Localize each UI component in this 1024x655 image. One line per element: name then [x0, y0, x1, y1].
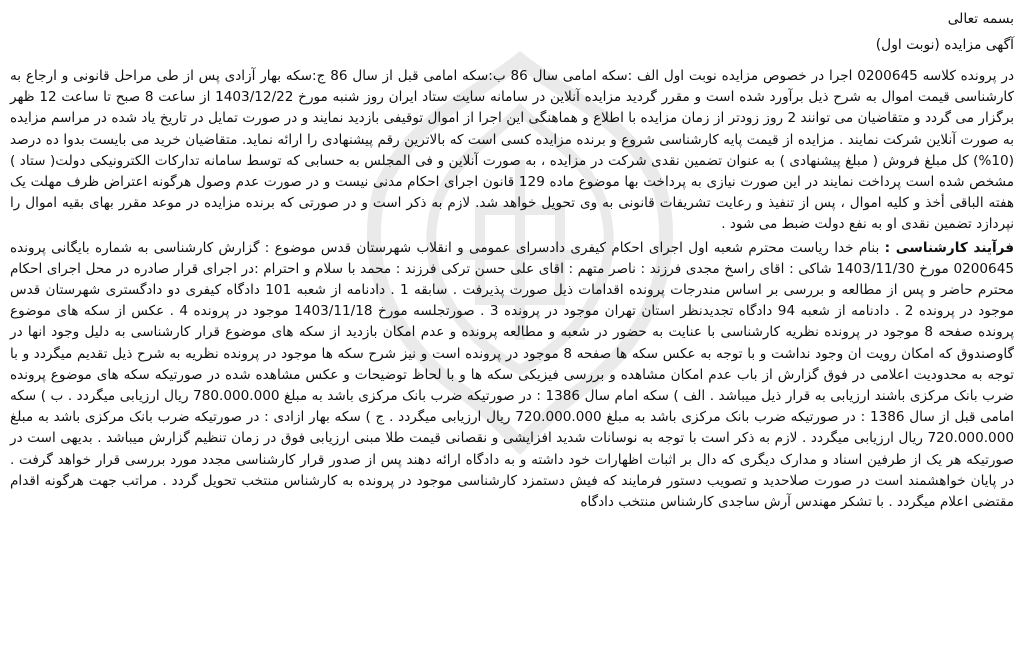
notice-title: آگهی مزایده (نوبت اول) — [875, 37, 1014, 53]
expert-report-text: بنام خدا ریاست محترم شعبه اول اجرای احکام کیفری دادسرای عمومی و انقلاب شهرستان قدس موضوع : گزارش کارشناسی به شماره بایگانی پرونده 0200645 مورخ 1403/11/30 شاکی : اقای راسخ مجدی فرزند : ناصر متهم : اقای علی حسن ترکی فرزند : محمد با سلام و احترام :در اجرای قرار صادره در محل اجرای احکام محترم حاضر و پس از مطالعه و بررسی بر اساس مندرجات پرونده اقدامات ذیل صورت پذیرفت . سابقه 1 . دادنامه از شعبه 101 دادگاه کیفری دو دادگستری شهرستان قدس موجود در پرونده 2 . دادنامه از شعبه 94 دادگاه تجدیدنظر استان تهران موجود در پرونده 3 . صورتجلسه مورخ 1403/11/18 موجود در پرونده 4 . عکس از سکه های موضوع پرونده صفحه 8 موجود در پرونده نظریه کارشناسی با عنایت به حضور در شعبه و مطالعه پرونده و عدم امکان بازدید از سکه های موضوع قرار کارشناسی به دلیل وجود انها در گاوصندوق که امکان رویت ان وجود نداشت و با توجه به عکس سکه ها صفحه 8 موجود در پرونده است و نیز شرح سکه ها موجود در پرونده نظریه به شرح ذیل تقدیم میگردد و با توجه به محدودیت اعلامی در فوق گزارش از باب عدم امکان مشاهده و بررسی فیزیکی سکه ها و با لحاظ توضیحات و عکس مشاهده شده در صورتیکه سکه های موضوع پرونده ضرب بانک مرکزی باشند ارزیابی به قرار ذیل میباشد . الف ) سکه امام سال 1386 : در صورتیکه ضرب بانک مرکزی باشد به مبلغ 780.000.000 ریال ارزیابی میگردد . ب ) سکه امامی قبل از سال 1386 : در صورتیکه ضرب بانک مرکزی باشد به مبلغ 720.000.000 ریال ارزیابی میگردد . ج ) سکه بهار ازادی : در صورتیکه ضرب بانک مرکزی باشد به مبلغ 720.000.000 ریال ارزیابی میگردد . لازم به ذکر است با توجه به نوسانات شدید افزایشی و نقصانی قیمت طلا مبنی ارزیابی فوق در زمان تنظیم گزارش میباشد . بدیهی است در صورتیکه هر یک از طرفین اسناد و مدارک دیگری که دال بر اثبات اظهارات خود داشته و به دادگاه ارائه دهند پس از صدور قرار کارشناسی مجدد مورد بررسی قرار خواهد گرفت . در پایان خواهشمند است در صورت صلاحدید و تصویب دستور فرمایند که فیش دستمزد کارشناسی موجود در پرونده به کارشناس منتخب تحویل گردد . مراتب جهت هرگونه اقدام مقتضی اعلام میگردد . با تشکر مهندس آرش ساجدی کارشناس منتخب دادگاه — [10, 239, 1015, 511]
bismillah-heading: بسمه تعالی — [947, 11, 1014, 27]
expert-report-paragraph — [10, 238, 1014, 514]
auction-terms-paragraph: در پرونده کلاسه 0200645 اجرا در خصوص مزایده نوبت اول الف :سکه امامی سال 86 ب:سکه امامی قبل از سال 86 ج:سکه بهار آزادی پس از طی مراحل قانونی و ارجاع به کارشناسی قیمت اموال به شرح ذیل برآورد شده است و مقرر گردید مزایده آنلاین در سامانه سایت ستاد ایران روز شنبه مورخ 1403/12/22 از ساعت 8 صبح تا ساعت 12 ظهر برگزار می گردد و متقاضیان می توانند 2 روز زودتر از زمان مزایده با اطلاع و هماهنگی این اجرا از اموال توقیفی بازدید نمایند و در صورت تمایل در تاریخ یاد شده در مراسم مزایده به صورت آنلاین شرکت نمایند . مزایده از قیمت پایه کارشناسی شروع و برنده مزایده کسی است که بالاترین رقم پیشنهادی را ارائه نماید. متقاضیان خرید می بایست بدوا ده درصد (10%) کل مبلغ فروش ( مبلغ پیشنهادی ) به عنوان تضمین نقدی شرکت در مزایده ، به صورت آنلاین و فی المجلس به حسابی که توسط سامانه تدارکات الکترونیکی دولت( ستاد ) مشخص شده است پرداخت نمایند در این صورت نیازی به پرداخت بها موضوع ماده 129 قانون اجرای احکام مدنی نیست و در صورت عدم وصول هرگونه اعتراض ظرف مهلت یک هفته الباقی أخذ و کلیه اموال ، پس از تنفیذ و رعایت تشریفات قانونی به وی تحویل خواهد شد. لازم به ذکر است و در صورتی که برنده مزایده در موعد مقرر بهای بقیه اموال را نپردازد تضمین نقدی او به نفع دولت ضبط می شود . — [10, 68, 1015, 233]
expert-process-label: فرآیند کارشناسی : — [884, 239, 1014, 256]
